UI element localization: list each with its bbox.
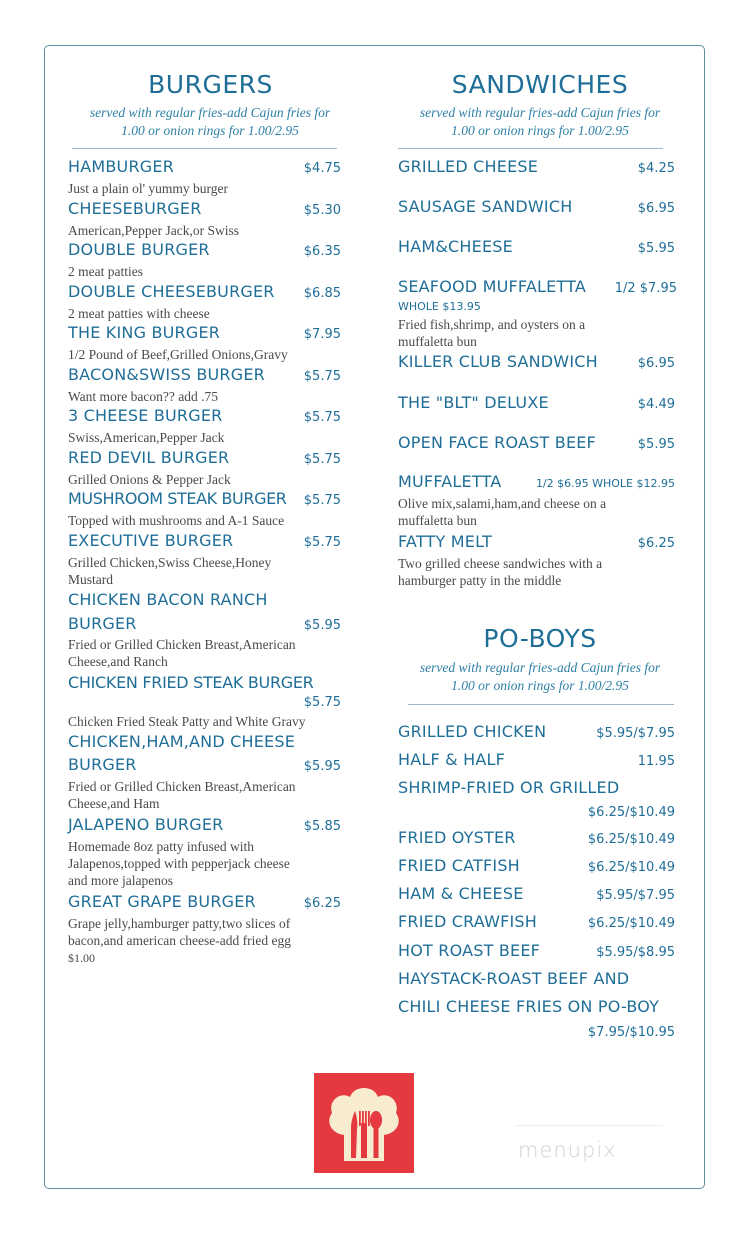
subtitle-line: served with regular fries-add Cajun fries for [419, 660, 661, 675]
item-name: CHILI CHEESE FRIES ON PO-BOY [398, 997, 660, 1016]
chef-hat-utensils-icon [314, 1073, 414, 1173]
item-name: SAUSAGE SANDWICH [398, 197, 573, 216]
item-name: HOT ROAST BEEF [398, 941, 541, 960]
item-description: 2 meat patties with cheese [68, 306, 210, 321]
item-description: Chicken Fried Steak Patty and White Gravy [68, 714, 306, 729]
item-name: MUFFALETTA [398, 472, 502, 491]
item-name: THE KING BURGER [68, 323, 221, 342]
item-description: muffaletta bun [398, 513, 477, 528]
subtitle-line: 1.00 or onion rings for 1.00/2.95 [451, 678, 629, 693]
subtitle-line: served with regular fries-add Cajun fries for [419, 105, 661, 120]
item-price: $5.75 [303, 535, 341, 550]
subtitle-line: served with regular fries-add Cajun fries for [89, 105, 331, 120]
item-description: hamburger patty in the middle [398, 573, 562, 588]
item-price: $5.30 [303, 203, 341, 218]
item-description: 2 meat patties [68, 264, 143, 279]
item-description: Cheese,and Ranch [68, 654, 168, 669]
item-description: Topped with mushrooms and A-1 Sauce [68, 513, 285, 528]
item-description: $1.00 [68, 951, 95, 965]
restaurant-logo [314, 1073, 414, 1173]
watermark: menupix [518, 1138, 617, 1162]
item-name: BURGER [68, 755, 137, 774]
item-description: Swiss,American,Pepper Jack [68, 430, 225, 445]
item-price: $4.25 [637, 161, 675, 176]
item-name: CHICKEN,HAM,AND CHEESE [68, 732, 296, 751]
item-price: $5.75 [303, 493, 341, 508]
item-name: FRIED OYSTER [398, 828, 516, 847]
section-title: BURGERS [148, 70, 273, 99]
section-title: SANDWICHES [451, 70, 629, 99]
item-name: GREAT GRAPE BURGER [68, 892, 256, 911]
item-name: FRIED CATFISH [398, 856, 520, 875]
item-price: $6.95 [637, 201, 675, 216]
divider [408, 704, 674, 705]
item-name: HAYSTACK-ROAST BEEF AND [398, 969, 630, 988]
item-description: Grape jelly,hamburger patty,two slices of [68, 916, 291, 931]
item-name: HALF & HALF [398, 750, 506, 769]
item-price: $5.95 [637, 241, 675, 256]
item-name: THE "BLT" DELUXE [398, 393, 549, 412]
item-description: Grilled Onions & Pepper Jack [68, 472, 231, 487]
item-name: CHICKEN BACON RANCH [68, 590, 268, 609]
item-price: $5.95 [303, 759, 341, 774]
item-price: $7.95/$10.95 [587, 1025, 675, 1040]
section-subtitle [60, 104, 360, 140]
item-description: Want more bacon?? add .75 [68, 389, 218, 404]
item-name: MUSHROOM STEAK BURGER [68, 489, 287, 508]
item-price: $6.95 [637, 356, 675, 371]
item-description: Grilled Chicken,Swiss Cheese,Honey [68, 555, 272, 570]
item-name: FATTY MELT [398, 532, 492, 551]
item-price: $7.95 [303, 327, 341, 342]
item-price: 1/2 $7.95 [614, 281, 677, 296]
watermark-divider [515, 1125, 663, 1126]
item-price: $5.75 [303, 695, 341, 710]
item-price: $6.25 [637, 536, 675, 551]
item-name: SEAFOOD MUFFALETTA [398, 277, 586, 296]
item-price: $5.95/$7.95 [596, 726, 675, 741]
item-name: BACON&SWISS BURGER [68, 365, 265, 384]
item-name: HAM&CHEESE [398, 237, 513, 256]
item-price-whole: WHOLE $13.95 [398, 300, 481, 313]
item-name: SHRIMP-FRIED OR GRILLED [398, 778, 620, 797]
item-description: Olive mix,salami,ham,and cheese on a [398, 496, 607, 511]
item-price: $4.49 [637, 397, 675, 412]
item-name: BURGER [68, 614, 137, 633]
item-name: CHEESEBURGER [68, 199, 202, 218]
item-description: Cheese,and Ham [68, 796, 160, 811]
item-description: Fried or Grilled Chicken Breast,American [68, 637, 296, 652]
item-price: $5.95 [637, 437, 675, 452]
item-price: $5.85 [303, 819, 341, 834]
item-name: GRILLED CHICKEN [398, 722, 547, 741]
item-name: GRILLED CHEESE [398, 157, 539, 176]
item-price: $5.75 [303, 410, 341, 425]
item-name: KILLER CLUB SANDWICH [398, 352, 598, 371]
item-price: $5.95 [303, 618, 341, 633]
item-price: $6.85 [303, 286, 341, 301]
item-price: $5.75 [303, 452, 341, 467]
item-description: 1/2 Pound of Beef,Grilled Onions,Gravy [68, 347, 288, 362]
item-description: Jalapenos,topped with pepperjack cheese [68, 856, 290, 871]
item-description: Fried or Grilled Chicken Breast,American [68, 779, 296, 794]
item-description: and more jalapenos [68, 873, 173, 888]
item-price: $6.25/$10.49 [587, 832, 675, 847]
item-name: FRIED CRAWFISH [398, 912, 537, 931]
item-price: $5.95/$8.95 [596, 945, 675, 960]
item-description: Fried fish,shrimp, and oysters on a [398, 317, 586, 332]
item-name: DOUBLE CHEESEBURGER [68, 282, 275, 301]
subtitle-line: 1.00 or onion rings for 1.00/2.95 [121, 123, 299, 138]
divider [72, 148, 337, 149]
item-price: $6.25/$10.49 [587, 805, 675, 820]
item-description: Just a plain ol' yummy burger [68, 181, 229, 196]
item-name: DOUBLE BURGER [68, 240, 210, 259]
item-price: $4.75 [303, 161, 341, 176]
item-description: Mustard [68, 572, 113, 587]
item-description: Two grilled cheese sandwiches with a [398, 556, 603, 571]
item-name: CHICKEN FRIED STEAK BURGER [68, 673, 314, 692]
item-price: 11.95 [637, 754, 675, 769]
item-price: 1/2 $6.95 WHOLE $12.95 [535, 477, 675, 490]
item-description: bacon,and american cheese-add fried egg [68, 933, 292, 948]
item-price: $6.25/$10.49 [587, 860, 675, 875]
item-name: EXECUTIVE BURGER [68, 531, 234, 550]
item-description: Homemade 8oz patty infused with [68, 839, 254, 854]
item-description: American,Pepper Jack,or Swiss [68, 223, 239, 238]
item-description: muffaletta bun [398, 334, 477, 349]
item-price: $6.25/$10.49 [587, 916, 675, 931]
item-name: 3 CHEESE BURGER [68, 406, 223, 425]
item-price: $6.35 [303, 244, 341, 259]
item-price: $5.95/$7.95 [596, 888, 675, 903]
item-name: HAM & CHEESE [398, 884, 524, 903]
section-subtitle [390, 104, 690, 140]
section-subtitle [390, 659, 690, 695]
item-name: JALAPENO BURGER [68, 815, 224, 834]
subtitle-line: 1.00 or onion rings for 1.00/2.95 [451, 123, 629, 138]
item-price: $5.75 [303, 369, 341, 384]
section-title: PO-BOYS [483, 624, 597, 653]
item-name: HAMBURGER [68, 157, 175, 176]
item-name: OPEN FACE ROAST BEEF [398, 433, 596, 452]
item-price: $6.25 [303, 896, 341, 911]
divider [398, 148, 663, 149]
item-name: RED DEVIL BURGER [68, 448, 230, 467]
